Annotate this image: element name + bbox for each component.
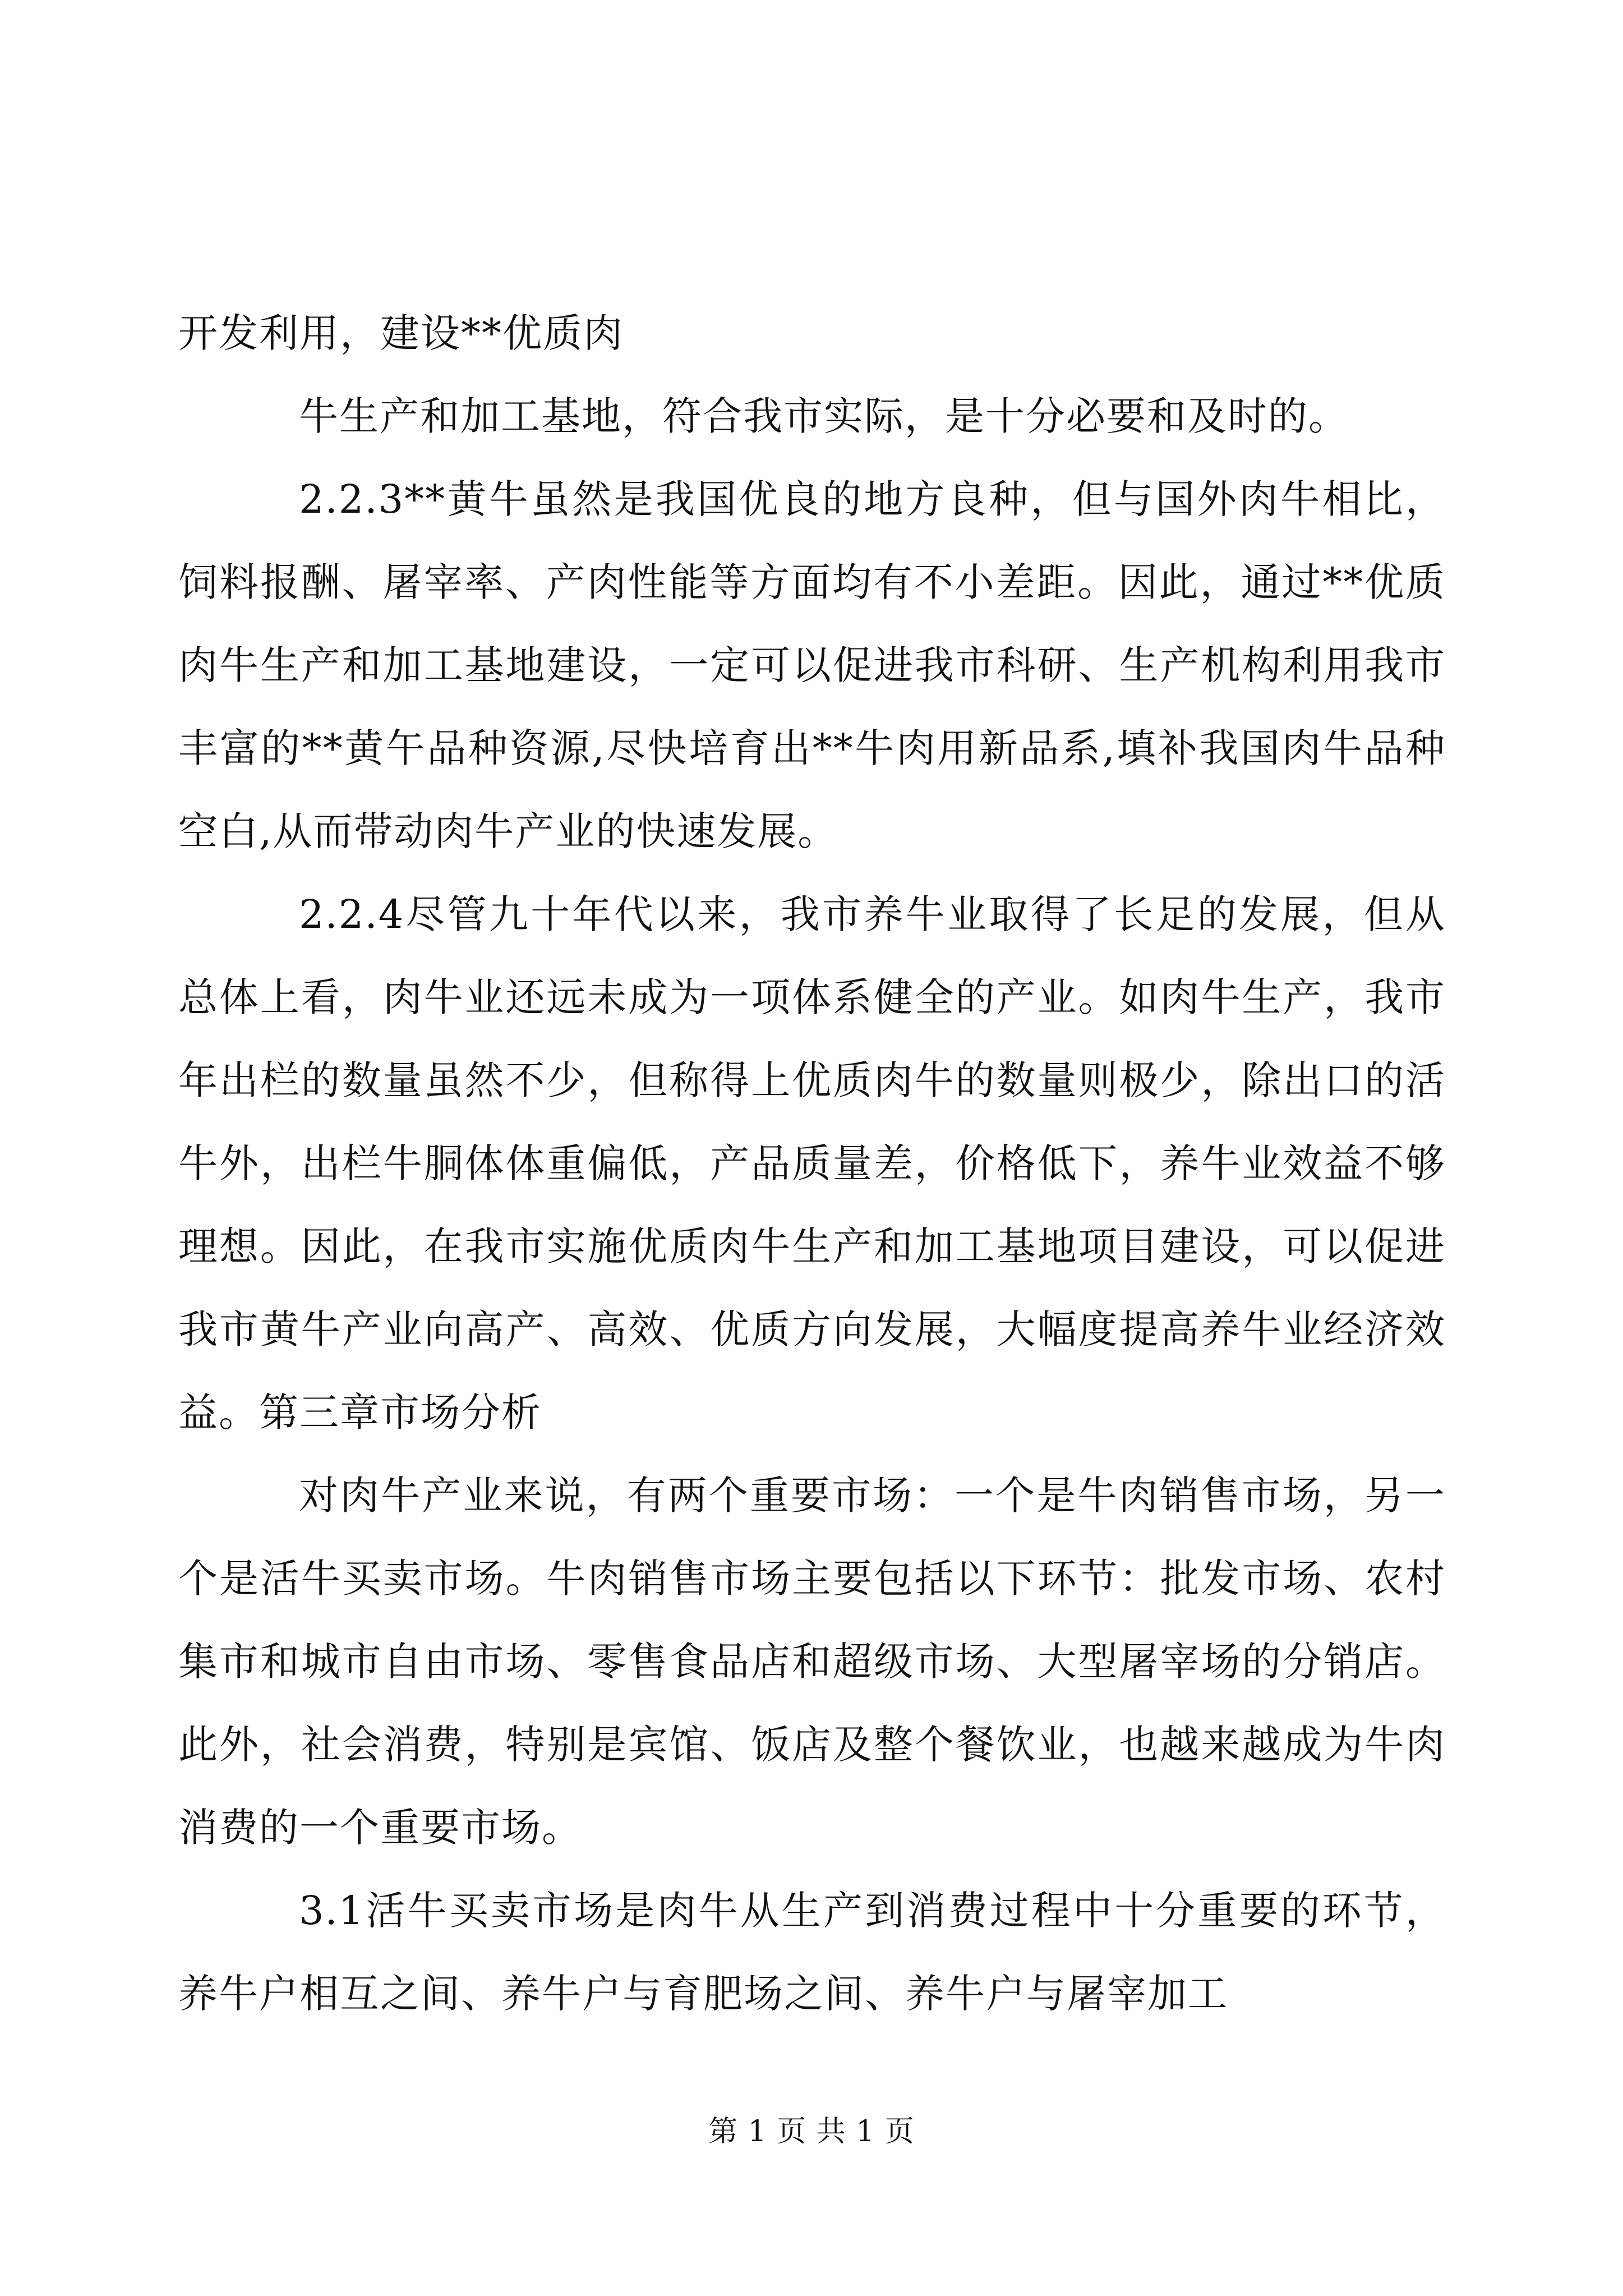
page-footer: 第 1 页 共 1 页 (708, 2115, 915, 2148)
paragraph-5: 对肉牛产业来说，有两个重要市场：一个是牛肉销售市场，另一个是活牛买卖市场。牛肉销售市场主要包括以下环节：批发市场、农村集市和城市自由市场、零售食品店和超级市场、大型屠宰场的分销店。此外，社会消费，特别是宾馆、饭店及整个餐饮业，也越来越成为牛肉消费的一个重要市场。 (178, 1473, 1446, 1851)
paragraph-4: 2.2.4尽管九十年代以来，我市养牛业取得了长足的发展，但从总体上看，肉牛业还远未成为一项体系健全的产业。如肉牛生产，我市年出栏的数量虽然不少，但称得上优质肉牛的数量则极少，除出口的活牛外，出栏牛胴体体重偏低，产品质量差，价格低下，养牛业效益不够理想。因此，在我市实施优质肉牛生产和加工基地项目建设，可以促进我市黄牛产业向高产、高效、优质方向发展，大幅度提高养牛业经济效益。第三章市场分析 (178, 891, 1446, 1435)
paragraph-6: 3.1活牛买卖市场是肉牛从生产到消费过程中十分重要的环节，养牛户相互之间、养牛户与育肥场之间、养牛户与屠宰加工 (178, 1888, 1446, 2017)
paragraph-1: 开发利用，建设**优质肉 (178, 310, 624, 356)
document-body (178, 292, 1446, 2035)
paragraph-2: 牛生产和加工基地，符合我市实际，是十分必要和及时的。 (299, 393, 1349, 439)
paragraph-3: 2.2.3**黄牛虽然是我国优良的地方良种，但与国外肉牛相比，饲料报酬、屠宰率、产肉性能等方面均有不小差距。因此，通过**优质肉牛生产和加工基地建设，一定可以促进我市科研、生产机构利用我市丰富的**黄午品种资源,尽快培育出**牛肉用新品系,填补我国肉牛品种空白,从而带动肉牛产业的快速发展。 (178, 476, 1446, 854)
